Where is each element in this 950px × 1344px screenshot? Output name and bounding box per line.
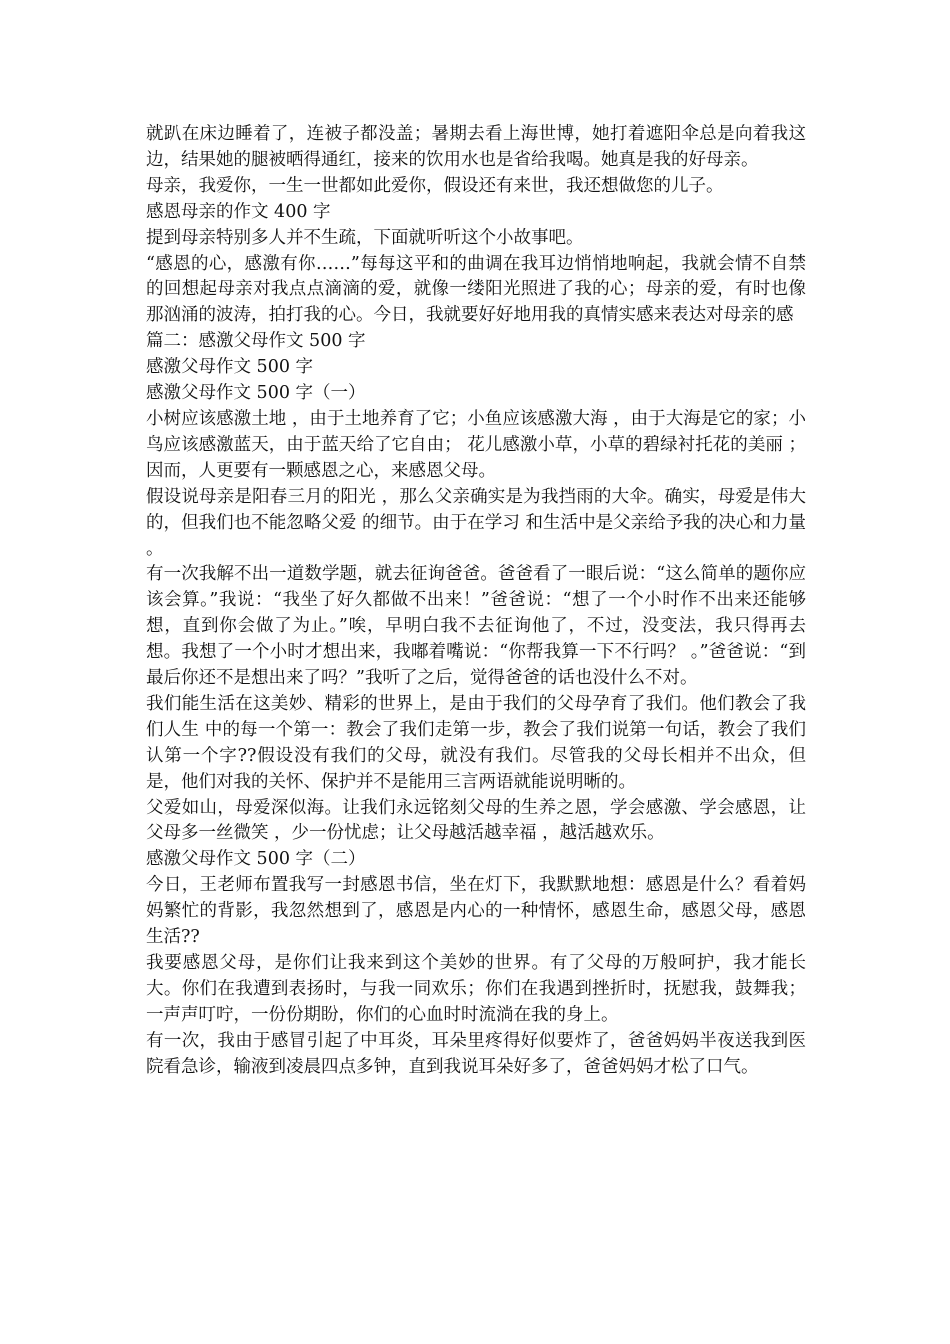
paragraph-12: 我们能生活在这美妙、精彩的世界上，是由于我们的父母孕育了我们。他们教会了我们人生 中的每一个第一：教会了我们走第一步，教会了我们说第一句话，教会了我们认第一个字??假设没有我们的父母，就没有我们。尽管我的父母长相并不出众，但是，他们对我的关怀、保护并不是能用三言两语就能说明晰的。: [146, 693, 806, 792]
heading-essay-one: 感激父母作文 500 字（一）: [146, 383, 366, 404]
paragraph-15: 今日，王老师布置我写一封感恩书信，坐在灯下，我默默地想：感恩是什么？看着妈妈繁忙的背影，我忽然想到了，感恩是内心的一种情怀，感恩生命，感恩父母，感恩生活??: [146, 875, 806, 948]
heading-essay-two: 感激父母作文 500 字（二）: [146, 849, 366, 870]
paragraph-11: 有一次我解不出一道数学题，就去征询爸爸。爸爸看了一眼后说：“这么简单的题你应该会算。”我说：“我坐了好久都做不出来！”爸爸说：“想了一个小时作不出来还能够想，直到你会做了为止。”唉，早明白我不去征询他了，不过，没变法，我只得再去想。我想了一个小时才想出来，我嘟着嘴说：“你帮我算一下不行吗？ 。”爸爸说：“到最后你还不是想出来了吗？”我听了之后，觉得爸爸的话也没什么不对。: [146, 564, 806, 689]
heading-part-two: 篇二：感激父母作文 500 字: [146, 331, 366, 352]
paragraph-13: 父爱如山，母爱深似海。让我们永远铭刻父母的生养之恩，学会感激、学会感恩，让父母多一丝微笑 ，少一份忧虑；让父母越活越幸福 ，越活越欢乐。: [146, 797, 806, 844]
paragraph-5: “感恩的心，感激有你……”每每这平和的曲调在我耳边悄悄地响起，我就会情不自禁的回想起母亲对我点点滴滴的爱，就像一缕阳光照进了我的心；母亲的爱，有时也像那汹涌的波涛，拍打我的心。今日，我就要好好地用我的真情实感来表达对母亲的感: [146, 253, 806, 326]
paragraph-17: 有一次，我由于感冒引起了中耳炎，耳朵里疼得好似要炸了，爸爸妈妈半夜送我到医院看急诊，输液到凌晨四点多钟，直到我说耳朵好多了，爸爸妈妈才松了口气。: [146, 1030, 806, 1077]
heading-essay-title: 感激父母作文 500 字: [146, 357, 314, 378]
paragraph-1: 就趴在床边睡着了，连被子都没盖；暑期去看上海世博，她打着遮阳伞总是向着我这边，结果她的腿被晒得通红，接来的饮用水也是省给我喝。她真是我的好母亲。: [146, 124, 806, 170]
paragraph-2: 母亲，我爱你，一生一世都如此爱你，假设还有来世，我还想做您的儿子。: [146, 175, 724, 196]
document-body: [146, 122, 806, 1081]
paragraph-10: 假设说母亲是阳春三月的阳光 ，那么父亲确实是为我挡雨的大伞。确实，母爱是伟大 的，但我们也不能忽略父爱 的细节。由于在学习 和生活中是父亲给予我的决心和力量 。: [146, 486, 806, 559]
paragraph-16: 我要感恩父母，是你们让我来到这个美妙的世界。有了父母的万般呵护，我才能长大。你们在我遭到表扬时，与我一同欢乐；你们在我遇到挫折时，抚慰我，鼓舞我；一声声叮咛，一份份期盼，你们的心血时时流淌在我的身上。: [146, 953, 806, 1025]
paragraph-9: 小树应该感激土地 ，由于土地养育了它；小鱼应该感激大海 ，由于大海是它的家；小鸟应该感激蓝天，由于蓝天给了它自由； 花儿感激小草，小草的碧绿衬托花的美丽 ；因而，人更要有一颗感恩之心，来感恩父母。: [146, 408, 806, 481]
heading-gratitude-mother: 感恩母亲的作文 400 字: [146, 201, 331, 222]
paragraph-4: 提到母亲特别多人并不生疏，下面就听听这个小故事吧。: [146, 227, 584, 248]
